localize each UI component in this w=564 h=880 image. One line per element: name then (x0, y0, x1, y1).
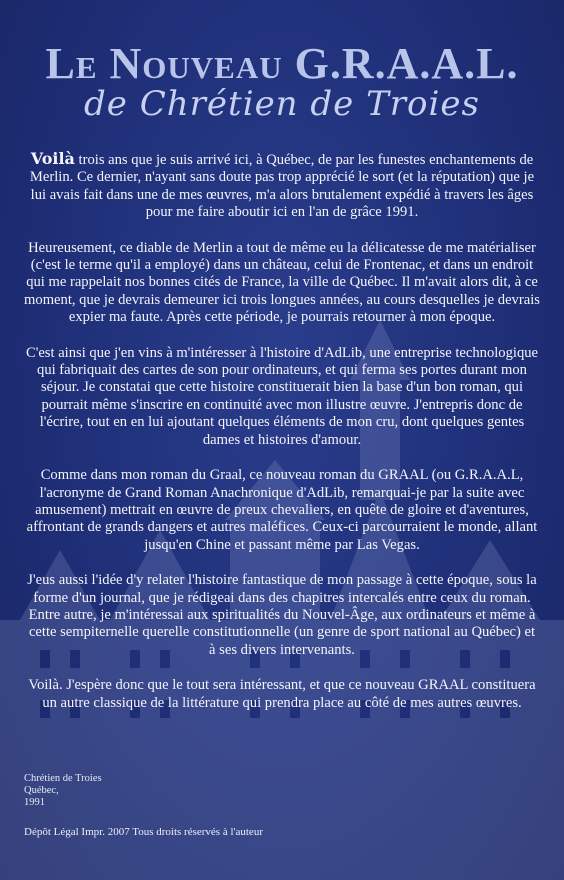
legal-notice: Dépôt Légal Impr. 2007 Tous droits réservés à l'auteur (24, 826, 263, 838)
paragraph-4: Comme dans mon roman du Graal, ce nouveau roman du GRAAL (ou G.R.A.A.L, l'acronyme de Grand Roman Anachronique d'AdLib, remarquai-je par la suite avec amusement) mettrait en œuvre de preux chevaliers, en quête de gloire et d'aventures, affrontant de grands dangers et autres maléfices. Ceux-ci parcourraient le monde, allant jusqu'en Chine et passant même par Las Vegas. (26, 467, 538, 553)
opening-word: Voilà (30, 149, 75, 168)
paragraph-1 (24, 150, 540, 222)
paragraph-5: J'eus aussi l'idée d'y relater l'histoire fantastique de mon passage à cette époque, sous la forme d'un journal, que je rédigeai dans des chapitres intercalés entre ceux du roman. Entre autre, je m'intéressai aux spiritualités du Nouvel-Âge, aux ordinateurs et même à cette sempiternelle querelle constitutionnelle (un genre de sport national au Québec) et à ses divers intervenants. (27, 572, 537, 658)
signature-block (24, 773, 102, 809)
back-cover-text (24, 150, 540, 730)
book-title: Le Nouveau G.R.A.A.L. (45, 39, 519, 88)
book-subtitle: de Chrétien de Troies (84, 84, 480, 124)
paragraph-1-text: trois ans que je suis arrivé ici, à Québec, de par les funestes enchantements de Merlin. Ce dernier, n'ayant sans doute pas trop apprécié le sort (et la réputation) que je lui avais fait dans une de mes œuvres, m'a alors brutalement expédié à travers les âges pour me faire aboutir ici en l'an de grâce 1991. (29, 152, 535, 221)
signature-name: Chrétien de Troies (24, 773, 102, 784)
signature-place: Québec, (24, 785, 59, 796)
paragraph-2: Heureusement, ce diable de Merlin a tout de même eu la délicatesse de me matérialiser (c'est le terme qu'il a employé) dans un château, celui de Frontenac, et dans un endroit qui me rappelait nos bonnes cités de France, la ville de Québec. Il m'avait alors dit, à ce moment, que je devrais demeurer ici trois longues années, au cours desquelles je devrais expier ma faute. Après cette période, je pourrais retourner à mon époque. (24, 239, 540, 326)
paragraph-3: C'est ainsi que j'en vins à m'intéresser à l'histoire d'AdLib, une entreprise technologique qui fabriquait des cartes de son pour ordinateurs, et qui ferma ses portes durant mon séjour. Je constatai que cette histoire constituerait bien la base d'un bon roman, qui pourrait même s'inscrire en continuité avec mon illustre œuvre. J'entrepris donc de l'écrire, tout en en lui ajoutant quelques éléments de mon cru, dont quelques gentes dames et histoires d'amour. (25, 344, 539, 448)
signature-year: 1991 (24, 797, 45, 808)
paragraph-6: Voilà. J'espère donc que le tout sera intéressant, et que ce nouveau GRAAL constituera un autre classique de la littérature qui prendra place au côté de mes autres œuvres. (28, 677, 536, 711)
